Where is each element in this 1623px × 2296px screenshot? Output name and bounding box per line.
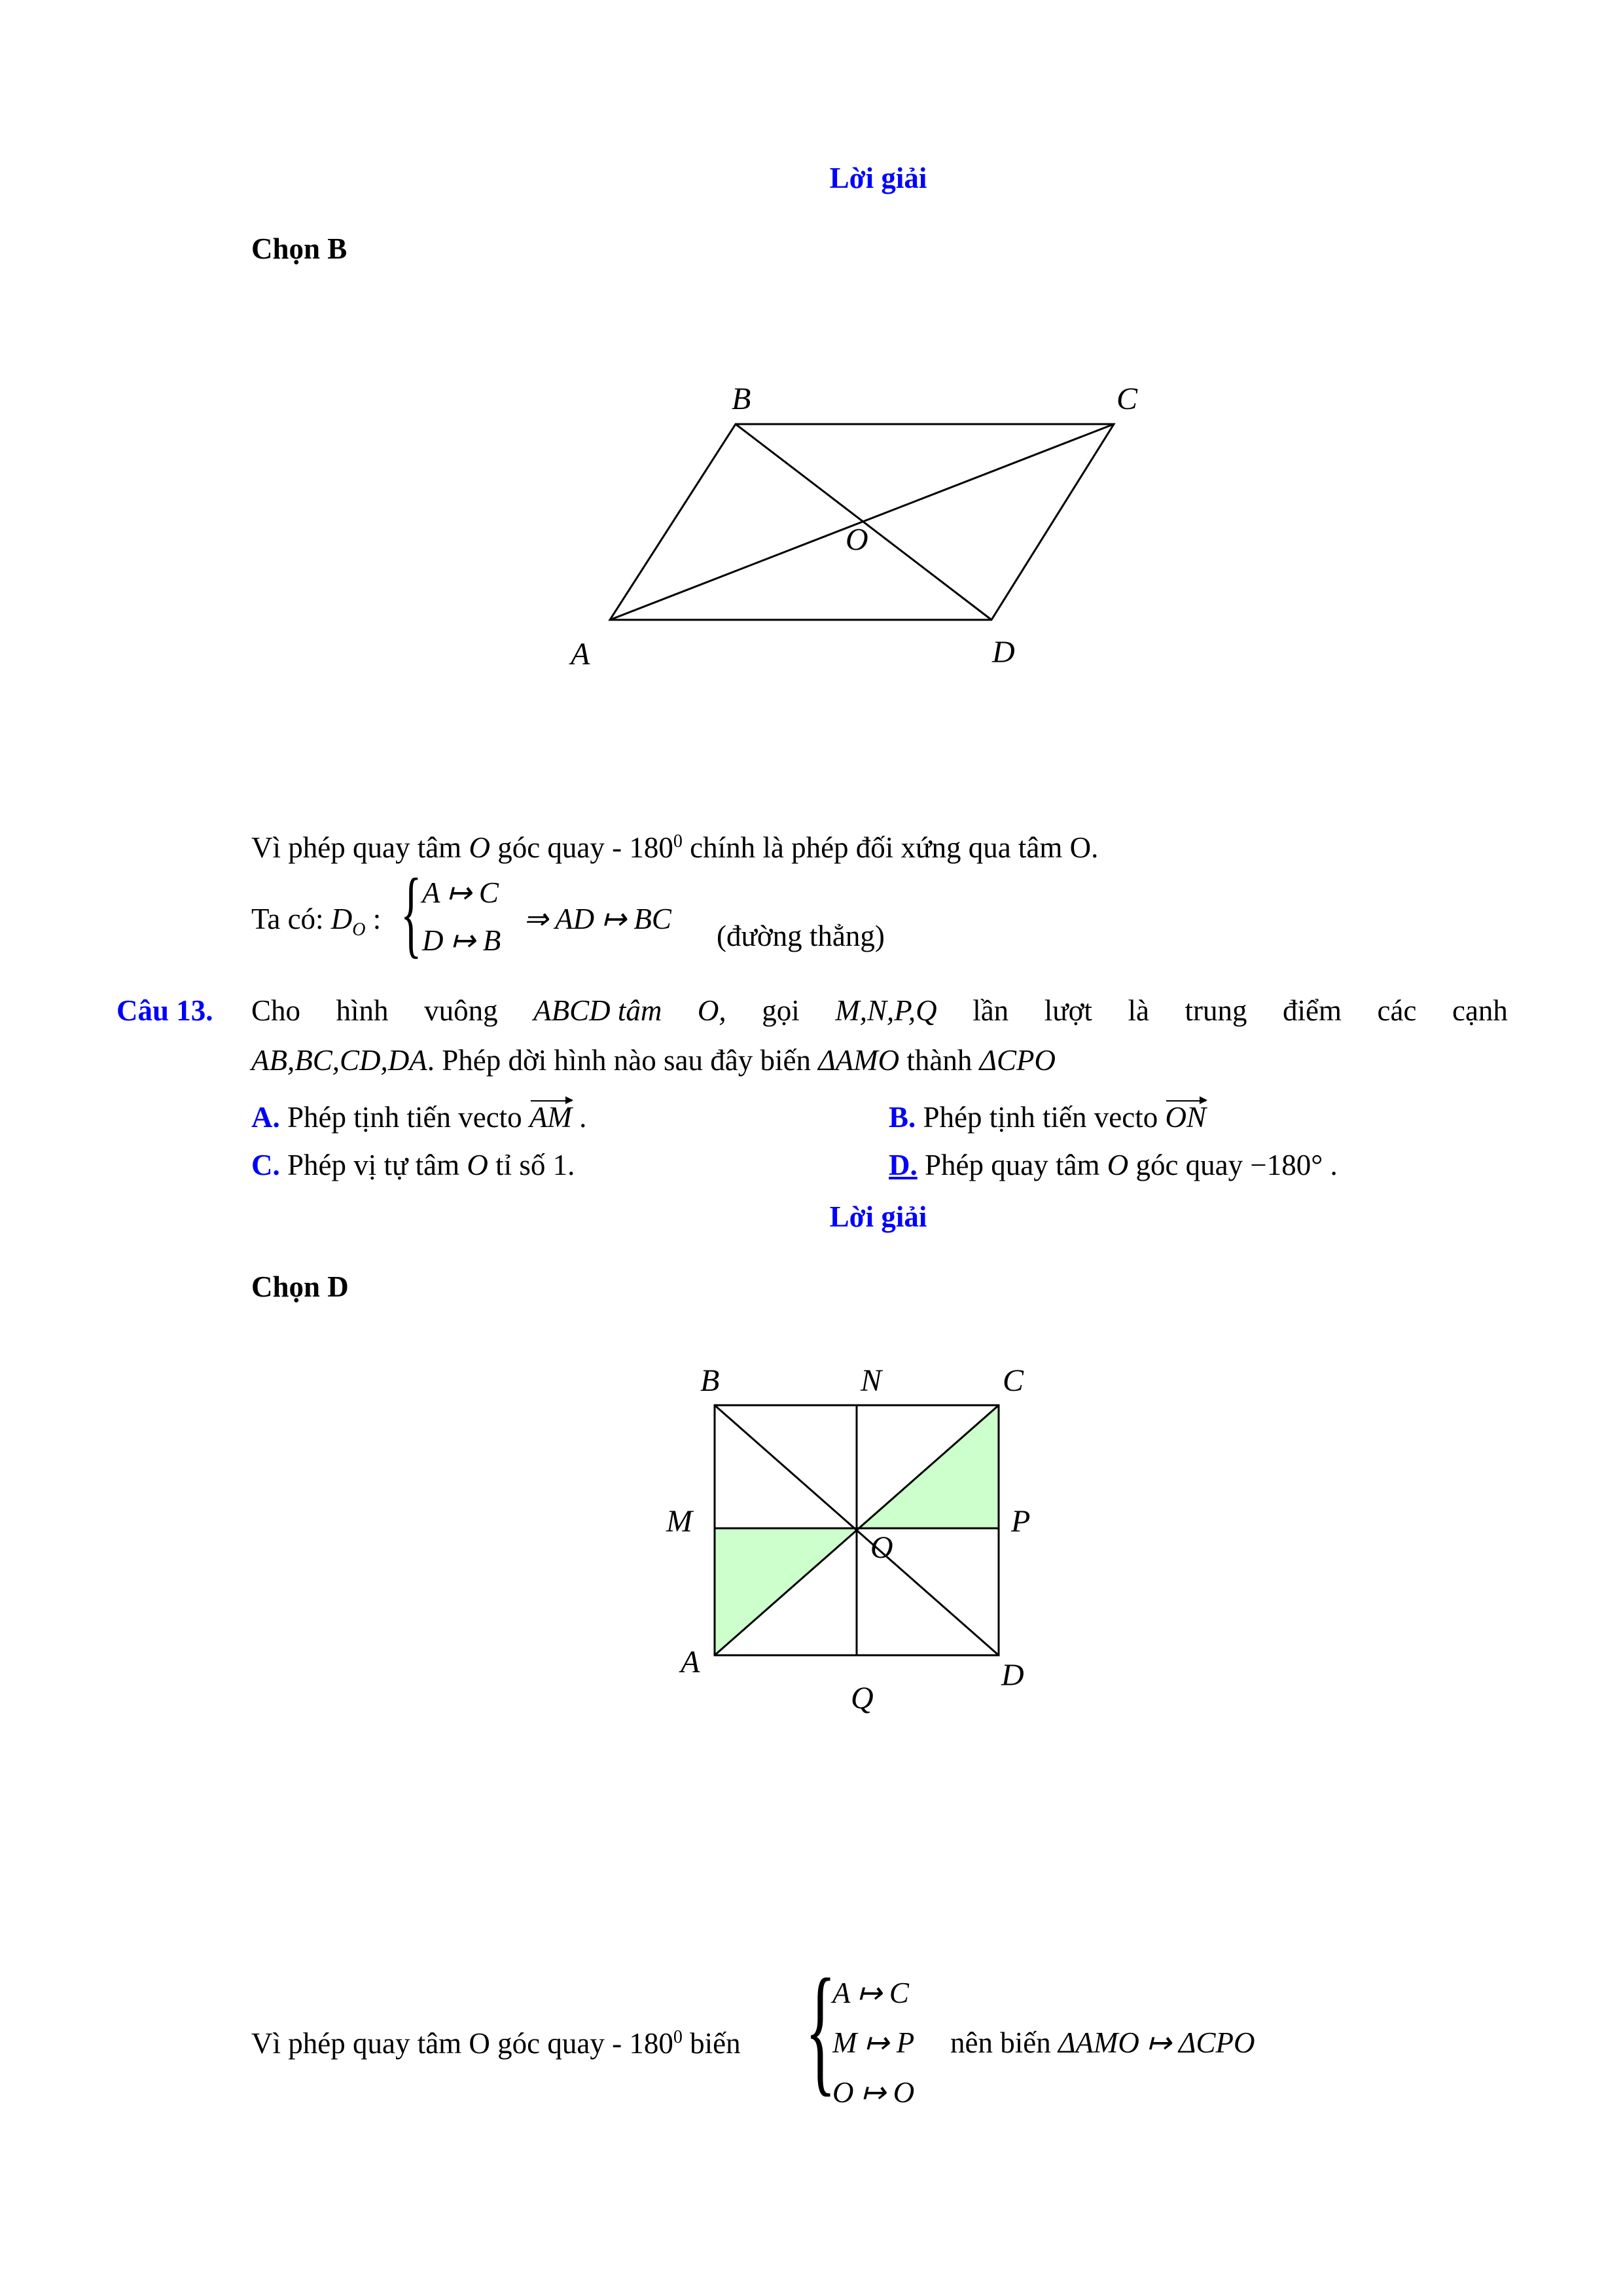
question-word: gọi bbox=[762, 994, 800, 1027]
label-a: A bbox=[681, 1645, 700, 1679]
question-line-2: AB,BC,CD,DA. Phép dời hình nào sau đây biến ΔAMO thành ΔCPO bbox=[251, 1044, 1056, 1077]
question-word: trung bbox=[1185, 994, 1247, 1027]
question-number: Câu 13. bbox=[116, 994, 213, 1027]
label-d: D bbox=[1001, 1658, 1024, 1693]
label-m: M bbox=[666, 1504, 692, 1539]
question-word: hình bbox=[336, 994, 389, 1027]
question-word: vuông bbox=[424, 994, 498, 1027]
option-c[interactable]: C. Phép vị tự tâm O tỉ số 1. bbox=[251, 1149, 575, 1181]
label-p: P bbox=[1011, 1504, 1031, 1539]
option-a[interactable]: A. Phép tịnh tiến vecto AM . bbox=[251, 1101, 587, 1134]
question-word: O, bbox=[697, 994, 726, 1027]
question-word: điểm bbox=[1283, 994, 1342, 1027]
question-line-1 bbox=[251, 996, 1508, 1026]
question-word: M,N,P,Q bbox=[835, 994, 937, 1027]
question-word: lần bbox=[972, 994, 1009, 1027]
label-o: O bbox=[846, 522, 868, 557]
label-q: Q bbox=[851, 1681, 874, 1715]
square-figure bbox=[666, 1363, 1030, 1715]
label-b: B bbox=[732, 382, 751, 416]
label-c: C bbox=[1116, 382, 1138, 416]
question-word: lượt bbox=[1044, 994, 1092, 1027]
question-word: ABCD tâm bbox=[533, 994, 662, 1027]
question-word: Cho bbox=[251, 994, 301, 1027]
label-a: A bbox=[571, 637, 590, 672]
question-word: là bbox=[1128, 994, 1149, 1027]
answer-choice: Chọn B bbox=[251, 232, 348, 265]
label-n: N bbox=[861, 1363, 882, 1398]
solution-heading: Lời giải bbox=[829, 1200, 927, 1233]
label-b: B bbox=[700, 1363, 720, 1398]
question-word: cạnh bbox=[1452, 994, 1508, 1027]
label-c: C bbox=[1003, 1363, 1024, 1398]
document-page: Lời giải Chọn B B C A D O B N C M P O A D Q Vì phép quay tâm O góc quay - $180^0$ chính là phép đối xứng qua tâm O. Ta có: $D_O$ : { A ↦ C D ↦ B ⇒ AD ↦ BC (đường thẳng) Câu 13. Cho hình vuông ABCD tâm O, gọi M,N,P,Q lần lượt là trung điểm các cạnh AB,BC,CD,DA. Phép dời hình nào sau đây biến ΔAMO thành ΔCPO A. Phép tịnh tiến vecto AM . B. Phép tịnh tiến vecto ON C. Phép vị tự tâm O tỉ số 1. D. Phép quay tâm O góc quay −180° . Lời giải Chọn D Vì phép quay tâm O góc quay - $180^0$ biến { A ↦ C M ↦ P O ↦ O nên biến ΔAMO ↦ ΔCPO bbox=[0, 0, 1623, 2296]
solution-heading: Lời giải bbox=[829, 162, 927, 194]
answer-choice: Chọn D bbox=[251, 1270, 349, 1303]
label-d: D bbox=[992, 635, 1015, 670]
label-o: O bbox=[870, 1530, 893, 1565]
question-word: các bbox=[1377, 994, 1417, 1027]
explanation-line-1: Vì phép quay tâm O góc quay - $180^0$ chính là phép đối xứng qua tâm O. bbox=[251, 831, 1099, 864]
option-d-correct[interactable]: D. Phép quay tâm O góc quay −180° . bbox=[889, 1149, 1338, 1181]
option-b[interactable]: B. Phép tịnh tiến vecto ON bbox=[889, 1101, 1206, 1134]
